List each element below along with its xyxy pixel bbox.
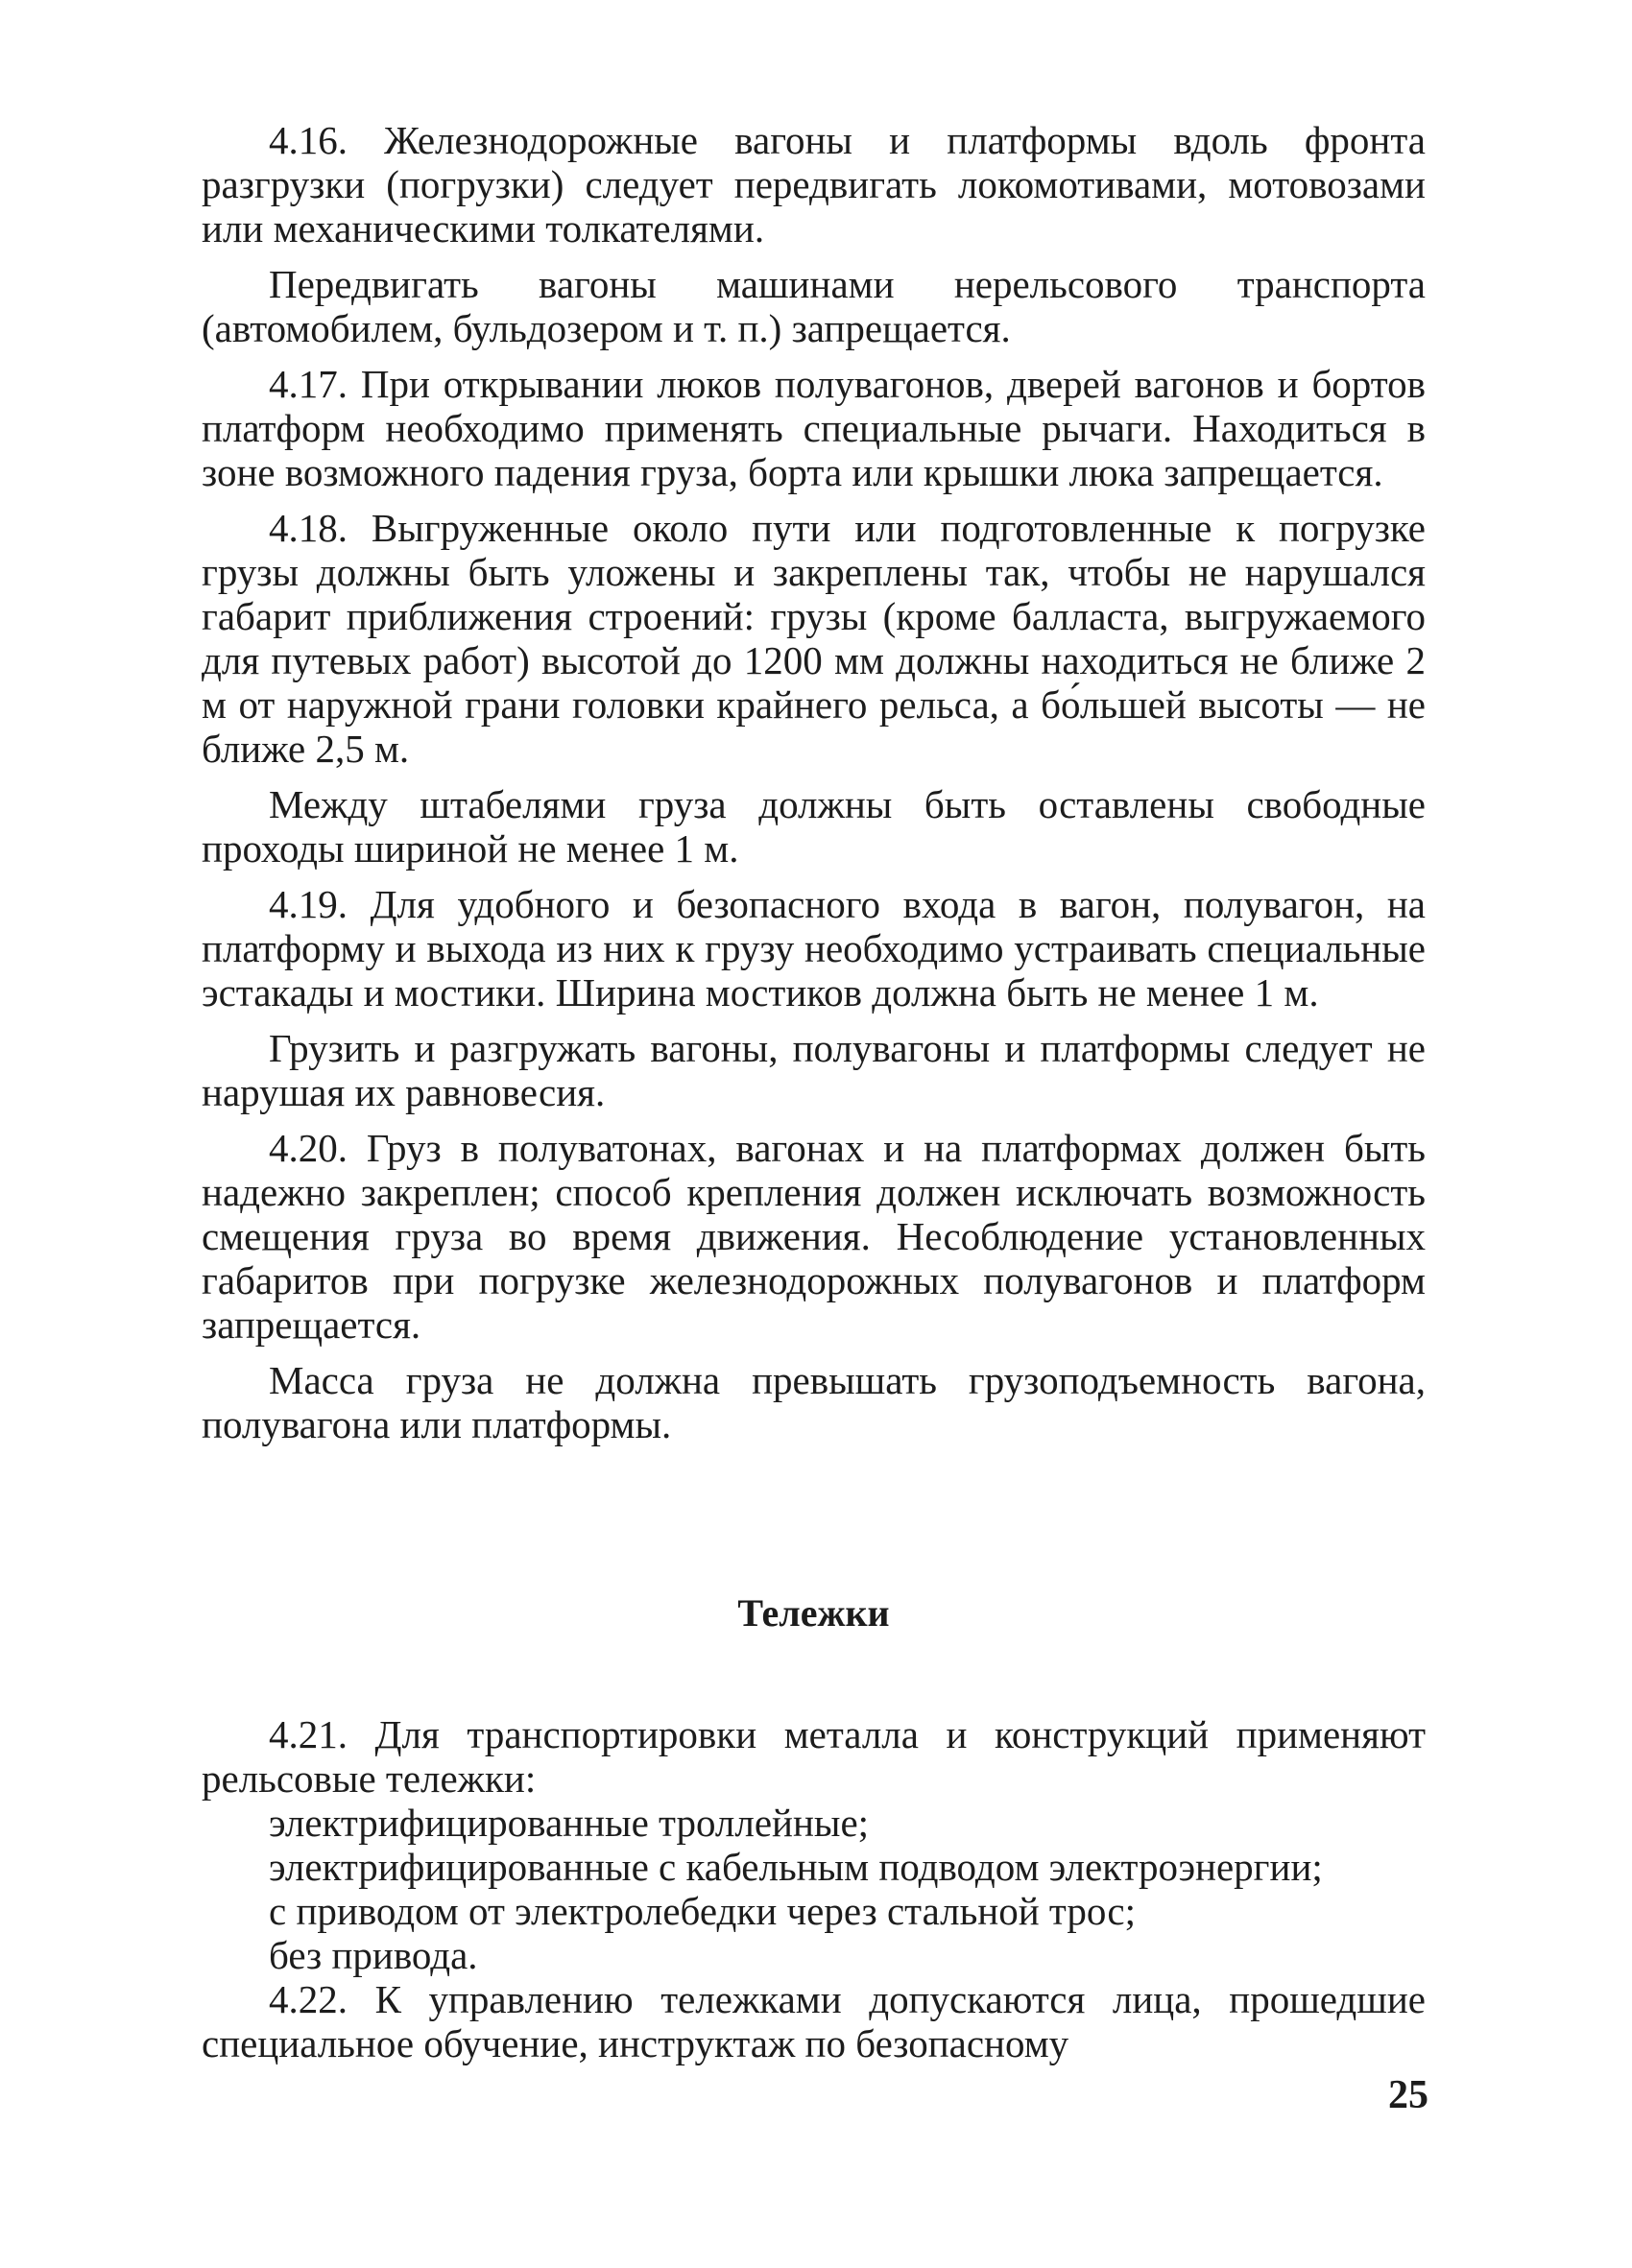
list-item: электрифицированные с кабельным подводом электроэнергии; xyxy=(269,1845,1323,1889)
paragraph: Грузить и разгружать вагоны, полувагоны и платформы следует не нарушая их равновесия. xyxy=(202,1026,1426,1114)
section-heading: Тележки xyxy=(737,1591,890,1635)
paragraph: Между штабелями груза должны быть оставлены свободные проходы шириной не менее 1 м. xyxy=(202,782,1426,871)
paragraph-4-19: 4.19. Для удобного и безопасного входа в вагон, полувагон, на платформу и выхода из них к грузу необходимо устраивать специальные эстакады и мостики. Ширина мостиков должна быть не менее 1 м. xyxy=(202,882,1426,1015)
paragraph: Масса груза не должна превышать грузоподъемность вагона, полувагона или платформы. xyxy=(202,1358,1426,1446)
main-text xyxy=(202,118,1426,1446)
page-number: 25 xyxy=(1388,2073,1428,2117)
paragraph-4-17: 4.17. При открывании люков полувагонов, дверей вагонов и бортов платформ необходимо применять специальные рычаги. Находиться в зоне возможного падения груза, борта или крышки люка запрещается. xyxy=(202,362,1426,494)
list-item: с приводом от электролебедки через стальной трос; xyxy=(269,1889,1136,1933)
paragraph-4-18: 4.18. Выгруженные около пути или подготовленные к погрузке грузы должны быть уложены и закреплены так, чтобы не нарушался габарит приближения строений: грузы (кроме балласта, выгружаемого для путевых работ) высотой до 1200 мм должны находиться не ближе 2 м от наружной грани головки крайнего рельса, а бо́льшей высоты — не ближе 2,5 м. xyxy=(202,506,1426,771)
paragraph-4-20: 4.20. Груз в полуватонах, вагонах и на платформах должен быть надежно закреплен; способ крепления должен исключать возможность смещения груза во время движения. Несоблюдение установленных габаритов при погрузке железнодорожных полувагонов и платформ запрещается. xyxy=(202,1126,1426,1347)
paragraph-4-16: 4.16. Железнодорожные вагоны и платформы вдоль фронта разгрузки (погрузки) следует передвигать локомотивами, мотовозами или механическими толкателями. xyxy=(202,118,1426,251)
paragraph: Передвигать вагоны машинами нерельсового транспорта (автомобилем, бульдозером и т. п.) запрещается. xyxy=(202,262,1426,350)
paragraph-4-21: 4.21. Для транспортировки металла и конструкций применяют рельсовые тележки: xyxy=(202,1712,1426,1801)
section-text xyxy=(202,1712,1426,2065)
list-item: электрифицированные троллейные; xyxy=(269,1801,870,1845)
paragraph-4-22: 4.22. К управлению тележками допускаются лица, прошедшие специальное обучение, инструктаж по безопасному xyxy=(202,1977,1426,2065)
list-item: без привода. xyxy=(269,1933,478,1977)
